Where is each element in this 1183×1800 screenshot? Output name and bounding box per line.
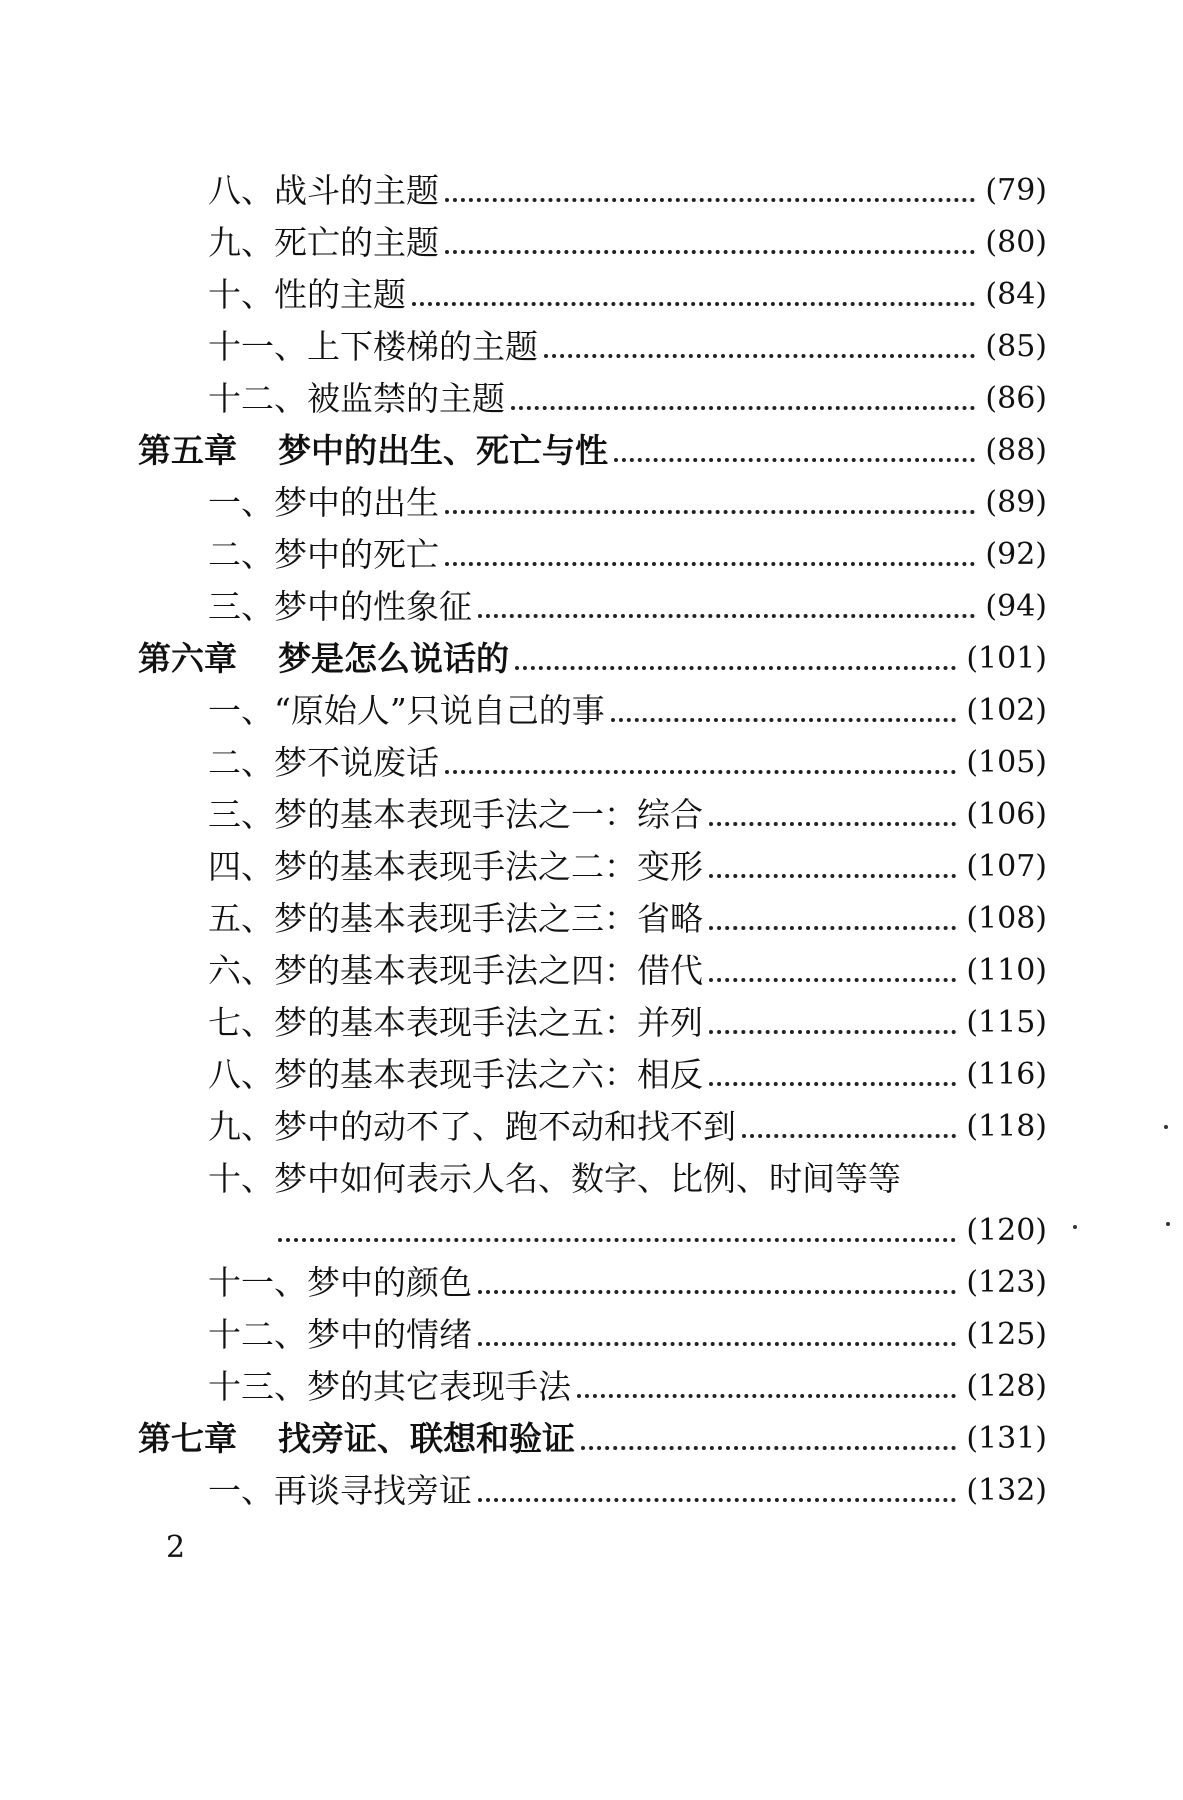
page-ref: (89) <box>985 485 1047 520</box>
dot-leader <box>611 718 957 722</box>
page-ref: (85) <box>985 329 1047 364</box>
chapter-number: 第六章 <box>138 639 237 678</box>
toc-section-entry <box>0 1101 1183 1153</box>
toc-section-entry <box>0 529 1183 581</box>
chapter-label: 梦是怎么说话的 <box>278 639 509 678</box>
dot-leader <box>511 406 975 410</box>
toc-section-entry <box>0 841 1183 893</box>
toc-chapter-entry <box>0 633 1183 685</box>
dot-leader <box>478 1342 956 1346</box>
scan-speck <box>1164 1125 1168 1129</box>
page-ref: (84) <box>985 277 1047 312</box>
dot-leader <box>478 1498 956 1502</box>
page-ref: (120) <box>966 1213 1047 1248</box>
dot-leader <box>581 1446 956 1450</box>
page-ref: (131) <box>966 1421 1047 1456</box>
dot-leader <box>544 354 975 358</box>
toc-section-entry <box>0 893 1183 945</box>
dot-leader <box>577 1394 956 1398</box>
dot-leader <box>445 510 975 514</box>
section-title: 二、梦不说废话 <box>208 737 445 789</box>
page-ref: (105) <box>966 745 1047 780</box>
section-title: 五、梦的基本表现手法之三：省略 <box>208 893 709 945</box>
toc-section-entry <box>0 1309 1183 1361</box>
page-ref: (118) <box>966 1109 1047 1144</box>
toc-section-entry <box>0 685 1183 737</box>
page-ref: (132) <box>966 1473 1047 1508</box>
dot-leader <box>614 458 975 462</box>
section-title: 十一、上下楼梯的主题 <box>208 321 544 373</box>
section-title: 一、梦中的出生 <box>208 477 445 529</box>
page-ref: (101) <box>966 641 1047 676</box>
page-ref: (110) <box>966 953 1047 988</box>
dot-leader <box>478 614 975 618</box>
toc-section-entry <box>0 217 1183 269</box>
toc-section-entry <box>0 945 1183 997</box>
section-title: 九、死亡的主题 <box>208 217 445 269</box>
toc-section-entry <box>0 997 1183 1049</box>
toc-section-entry <box>0 477 1183 529</box>
section-title: 十三、梦的其它表现手法 <box>208 1361 577 1413</box>
toc-chapter-entry <box>0 1413 1183 1465</box>
section-title: 七、梦的基本表现手法之五：并列 <box>208 997 709 1049</box>
section-title: 十、性的主题 <box>208 269 412 321</box>
section-title: 四、梦的基本表现手法之二：变形 <box>208 841 709 893</box>
dot-leader <box>709 1030 956 1034</box>
section-title: 八、战斗的主题 <box>208 165 445 217</box>
dot-leader <box>478 1290 956 1294</box>
dot-leader <box>278 1238 956 1242</box>
dot-leader <box>445 562 975 566</box>
toc-section-entry <box>0 1049 1183 1101</box>
section-title: 十二、被监禁的主题 <box>208 373 511 425</box>
page-number: 2 <box>166 1530 186 1565</box>
page-ref: (86) <box>985 381 1047 416</box>
toc-section-entry <box>0 581 1183 633</box>
page-ref: (80) <box>985 225 1047 260</box>
page-ref: (79) <box>985 173 1047 208</box>
dot-leader <box>412 302 975 306</box>
section-title: 六、梦的基本表现手法之四：借代 <box>208 945 709 997</box>
page-ref: (128) <box>966 1369 1047 1404</box>
toc-section-entry <box>0 1153 1183 1257</box>
table-of-contents <box>0 165 1183 1517</box>
page-ref: (107) <box>966 849 1047 884</box>
toc-section-entry <box>0 789 1183 841</box>
page-ref: (102) <box>966 693 1047 728</box>
toc-section-entry <box>0 321 1183 373</box>
section-title: 三、梦中的性象征 <box>208 581 478 633</box>
scan-speck <box>1166 1222 1170 1226</box>
chapter-number: 第五章 <box>138 431 237 470</box>
page-ref: (108) <box>966 901 1047 936</box>
dot-leader <box>709 926 956 930</box>
toc-section-entry <box>0 373 1183 425</box>
dot-leader <box>445 198 975 202</box>
chapter-number: 第七章 <box>138 1419 237 1458</box>
dot-leader <box>515 666 956 670</box>
section-title: 一、“原始人”只说自己的事 <box>208 685 611 737</box>
section-title: 十、梦中如何表示人名、数字、比例、时间等等 <box>208 1153 907 1205</box>
chapter-title <box>138 425 614 477</box>
toc-section-entry <box>0 737 1183 789</box>
page-ref: (88) <box>985 433 1047 468</box>
section-title: 一、再谈寻找旁证 <box>208 1465 478 1517</box>
section-title: 二、梦中的死亡 <box>208 529 445 581</box>
section-title: 十二、梦中的情绪 <box>208 1309 478 1361</box>
page-ref: (116) <box>966 1057 1047 1092</box>
chapter-label: 找旁证、联想和验证 <box>278 1419 575 1458</box>
section-title: 十一、梦中的颜色 <box>208 1257 478 1309</box>
toc-chapter-entry <box>0 425 1183 477</box>
scan-speck <box>1073 1225 1077 1229</box>
page-ref: (92) <box>985 537 1047 572</box>
page-ref: (115) <box>966 1005 1047 1040</box>
section-title: 八、梦的基本表现手法之六：相反 <box>208 1049 709 1101</box>
dot-leader <box>445 250 975 254</box>
toc-section-entry <box>0 1361 1183 1413</box>
chapter-title <box>138 633 515 685</box>
toc-section-entry <box>0 1257 1183 1309</box>
section-title: 九、梦中的动不了、跑不动和找不到 <box>208 1101 742 1153</box>
toc-section-entry <box>0 165 1183 217</box>
page-ref: (125) <box>966 1317 1047 1352</box>
page-ref: (106) <box>966 797 1047 832</box>
chapter-label: 梦中的出生、死亡与性 <box>278 431 608 470</box>
dot-leader <box>709 1082 956 1086</box>
dot-leader <box>709 822 956 826</box>
page-ref: (123) <box>966 1265 1047 1300</box>
page-ref: (94) <box>985 589 1047 624</box>
dot-leader <box>709 978 956 982</box>
chapter-title <box>138 1413 581 1465</box>
dot-leader <box>445 770 956 774</box>
dot-leader <box>709 874 956 878</box>
toc-section-entry <box>0 1465 1183 1517</box>
dot-leader <box>742 1134 956 1138</box>
toc-section-entry <box>0 269 1183 321</box>
section-title: 三、梦的基本表现手法之一：综合 <box>208 789 709 841</box>
